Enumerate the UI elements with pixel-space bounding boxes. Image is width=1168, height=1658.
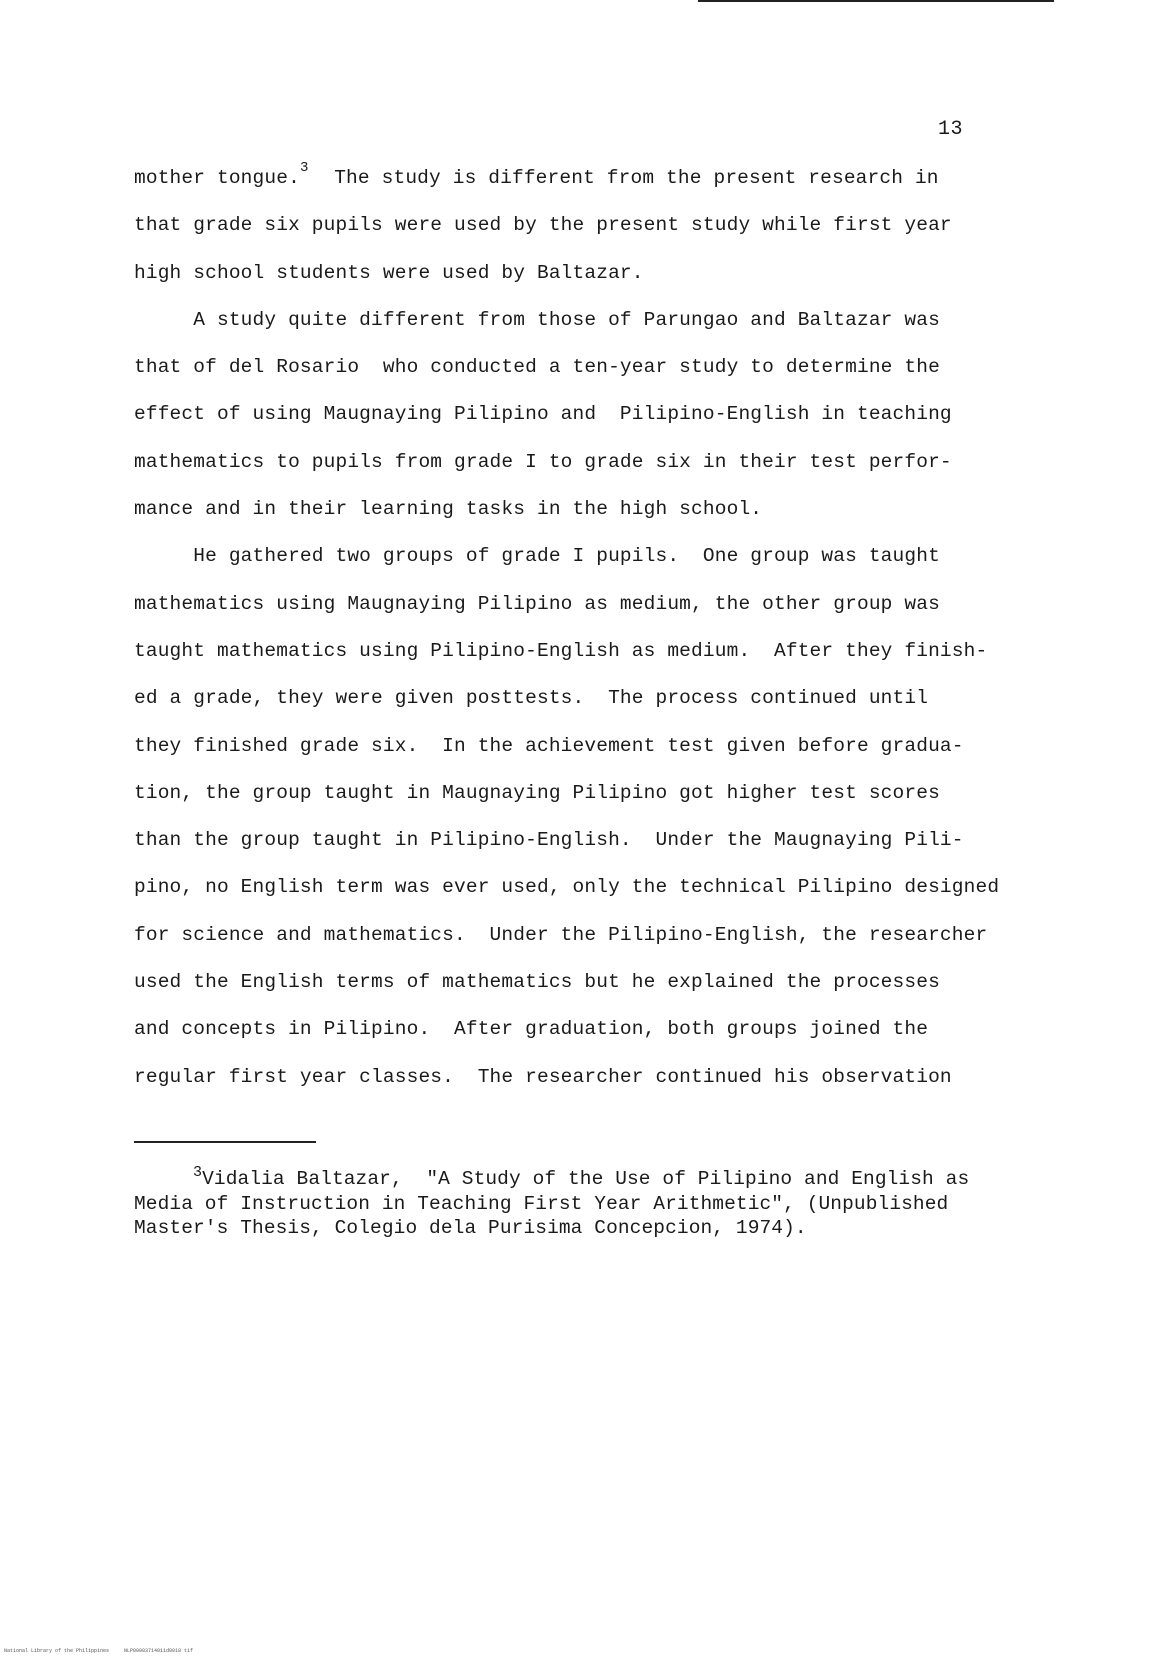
body-text	[134, 160, 1014, 1112]
body-line: that of del Rosario who conducted a ten-year study to determine the	[134, 356, 940, 379]
body-line: mathematics to pupils from grade I to grade six in their test perfor-	[134, 450, 952, 473]
body-line: that grade six pupils were used by the present study while first year	[134, 214, 952, 237]
body-line: than the group taught in Pilipino-English. Under the Maugnaying Pili-	[134, 829, 964, 852]
body-line: He gathered two groups of grade I pupils. One group was taught	[134, 545, 940, 568]
body-line: mance and in their learning tasks in the high school.	[134, 498, 763, 521]
body-line: for science and mathematics. Under the Pilipino-English, the researcher	[134, 923, 988, 946]
body-line: high school students were used by Baltazar.	[134, 261, 644, 284]
top-edge-rule	[698, 0, 1054, 2]
page-number: 13	[938, 118, 964, 141]
line-text-rest: The study is different from the present research in	[310, 167, 939, 189]
body-line: mathematics using Maugnaying Pilipino as medium, the other group was	[134, 592, 940, 615]
body-line: pino, no English term was ever used, only the technical Pilipino designed	[134, 876, 1000, 899]
footnote-text: Vidalia Baltazar, "A Study of the Use of Pilipino and English as	[202, 1168, 970, 1190]
body-line: effect of using Maugnaying Pilipino and Pilipino-English in teaching	[134, 403, 952, 426]
body-line: A study quite different from those of Parungao and Baltazar was	[134, 308, 940, 331]
footnote-line	[134, 1164, 1014, 1192]
body-line: taught mathematics using Pilipino-English as medium. After they finish-	[134, 639, 988, 662]
body-line: tion, the group taught in Maugnaying Pilipino got higher test scores	[134, 781, 940, 804]
body-line: they finished grade six. In the achievement test given before gradua-	[134, 734, 964, 757]
body-line: ed a grade, they were given posttests. The process continued until	[134, 687, 929, 710]
footnote-separator	[134, 1141, 316, 1143]
body-line: used the English terms of mathematics but he explained the processes	[134, 971, 940, 994]
footnote-reference: 3	[299, 160, 309, 176]
footnote-line: Media of Instruction in Teaching First Year Arithmetic", (Unpublished	[134, 1192, 949, 1215]
archive-stamp: National Library of the Philippines NLP00003714011d0018 tif	[4, 1648, 194, 1654]
body-line: and concepts in Pilipino. After graduation, both groups joined the	[134, 1018, 929, 1041]
footnote-line: Master's Thesis, Colegio dela Purisima Concepcion, 1974).	[134, 1217, 807, 1239]
footnote	[134, 1164, 1014, 1241]
line-text: mother tongue.	[134, 167, 300, 189]
footnote-marker: 3	[193, 1164, 203, 1181]
body-line	[134, 160, 1014, 213]
body-line: regular first year classes. The researcher continued his observation	[134, 1065, 952, 1088]
